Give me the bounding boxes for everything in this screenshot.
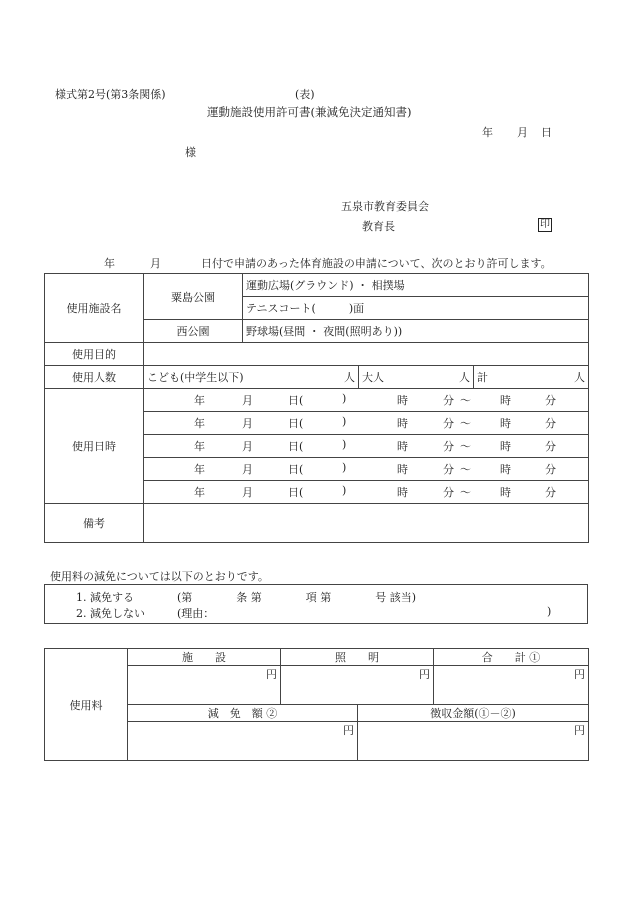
reduction-intro: 使用料の減免については以下のとおりです。	[50, 570, 269, 583]
remarks-value[interactable]	[144, 504, 589, 543]
dt-day: 日(	[288, 394, 304, 407]
dt-year: 年	[194, 440, 205, 453]
datetime-row[interactable]	[144, 481, 589, 504]
dt-day: 日(	[288, 486, 304, 499]
fee-table	[44, 648, 589, 761]
datetime-row[interactable]	[144, 412, 589, 435]
dt-paren: )	[342, 438, 347, 451]
datetime-row[interactable]	[144, 458, 589, 481]
children-label: こども(中学生以下)	[147, 371, 244, 384]
children-count-cell[interactable]	[144, 366, 359, 389]
adults-label: 大人	[362, 371, 384, 384]
yen-unit: 円	[343, 724, 354, 737]
dt-year: 年	[194, 463, 205, 476]
children-unit: 人	[344, 371, 355, 384]
form-number: 様式第2号(第3条関係)	[55, 88, 166, 101]
fee-reduction-value[interactable]	[128, 722, 358, 761]
permit-table	[44, 273, 589, 543]
dt-minute: 分	[443, 486, 454, 499]
date-month: 月	[517, 126, 528, 139]
adult-count-cell[interactable]	[359, 366, 474, 389]
reduction-option1-detail: (第 条 第 項 第 号 該当)	[177, 591, 417, 604]
date-day: 日	[541, 126, 552, 139]
dt-minute-end: 分	[545, 463, 556, 476]
dt-day: 日(	[288, 463, 304, 476]
dt-hour-end: 時	[500, 486, 511, 499]
dt-paren: )	[342, 461, 347, 474]
intro-text: 日付で申請のあった体育施設の申請について、次のとおり許可します。	[201, 257, 552, 270]
dt-month: 月	[242, 417, 253, 430]
dt-hour: 時	[397, 463, 408, 476]
fee-reduction-header: 減 免 額 ②	[128, 705, 358, 722]
dt-minute: 分	[443, 440, 454, 453]
dt-year: 年	[194, 486, 205, 499]
dt-hour-end: 時	[500, 463, 511, 476]
reduction-option2-detail: (理由：	[177, 607, 215, 620]
dt-paren: )	[342, 484, 347, 497]
dt-paren: )	[342, 392, 347, 405]
yen-unit: 円	[574, 668, 585, 681]
dt-year: 年	[194, 417, 205, 430]
dt-minute: 分	[443, 463, 454, 476]
dt-day: 日(	[288, 417, 304, 430]
dt-minute-end: 分	[545, 394, 556, 407]
fee-collected-header: 徴収金額(①－②)	[358, 705, 589, 722]
form-side-label: (表)	[295, 88, 315, 101]
dt-hour: 時	[397, 394, 408, 407]
dt-tilde: ～	[460, 417, 471, 430]
purpose-value[interactable]	[144, 343, 589, 366]
total-count-cell[interactable]	[474, 366, 589, 389]
park2-item-baseball: 野球場(昼間 ・ 夜間(照明あり))	[243, 320, 589, 343]
dt-hour-end: 時	[500, 394, 511, 407]
dt-hour-end: 時	[500, 417, 511, 430]
reduction-option2-close: )	[547, 605, 552, 618]
dt-month: 月	[242, 486, 253, 499]
dt-month: 月	[242, 394, 253, 407]
yen-unit: 円	[419, 668, 430, 681]
adults-unit: 人	[459, 371, 470, 384]
dt-day: 日(	[288, 440, 304, 453]
date-year: 年	[482, 126, 493, 139]
dt-minute: 分	[443, 394, 454, 407]
remarks-label: 備考	[45, 504, 144, 543]
document-title: 運動施設使用許可書(兼減免決定通知書)	[207, 105, 412, 119]
dt-minute-end: 分	[545, 486, 556, 499]
addressee-suffix: 様	[185, 146, 196, 159]
dt-tilde: ～	[460, 486, 471, 499]
dt-tilde: ～	[460, 394, 471, 407]
datetime-row[interactable]	[144, 389, 589, 412]
dt-minute-end: 分	[545, 417, 556, 430]
issuer-title: 教育長	[362, 220, 395, 233]
dt-year: 年	[194, 394, 205, 407]
yen-unit: 円	[574, 724, 585, 737]
total-unit: 人	[574, 371, 586, 384]
fee-collected-value[interactable]	[358, 722, 589, 761]
fee-facility-header: 施 設	[128, 649, 281, 666]
park1-item-tennis: テニスコート( )面	[243, 297, 589, 320]
issuer-name: 五泉市教育委員会	[341, 200, 429, 213]
datetime-label: 使用日時	[45, 389, 144, 504]
seal-mark: 印	[540, 219, 550, 230]
datetime-row[interactable]	[144, 435, 589, 458]
fee-total-header: 合 計 ①	[434, 649, 589, 666]
dt-minute-end: 分	[545, 440, 556, 453]
dt-month: 月	[242, 440, 253, 453]
dt-hour-end: 時	[500, 440, 511, 453]
dt-hour: 時	[397, 417, 408, 430]
dt-paren: )	[342, 415, 347, 428]
fee-lighting-value[interactable]	[281, 666, 434, 705]
intro-year: 年	[104, 257, 115, 270]
park1-item-ground: 運動広場(グラウンド) ・ 相撲場	[243, 274, 589, 297]
park2-name: 西公園	[144, 320, 243, 343]
dt-hour: 時	[397, 486, 408, 499]
dt-tilde: ～	[460, 440, 471, 453]
total-label: 計	[477, 371, 488, 384]
reduction-option1[interactable]: 1. 減免する	[76, 591, 134, 604]
facility-label: 使用施設名	[45, 274, 144, 343]
reduction-option2[interactable]: 2. 減免しない	[76, 607, 145, 620]
fee-label: 使用料	[45, 649, 128, 761]
people-label: 使用人数	[45, 366, 144, 389]
fee-facility-value[interactable]	[128, 666, 281, 705]
fee-lighting-header: 照 明	[281, 649, 434, 666]
intro-month: 月	[150, 257, 161, 270]
dt-hour: 時	[397, 440, 408, 453]
dt-minute: 分	[443, 417, 454, 430]
dt-month: 月	[242, 463, 253, 476]
purpose-label: 使用目的	[45, 343, 144, 366]
park1-name: 粟島公園	[144, 274, 243, 320]
fee-total-value[interactable]	[434, 666, 589, 705]
dt-tilde: ～	[460, 463, 471, 476]
yen-unit: 円	[266, 668, 277, 681]
